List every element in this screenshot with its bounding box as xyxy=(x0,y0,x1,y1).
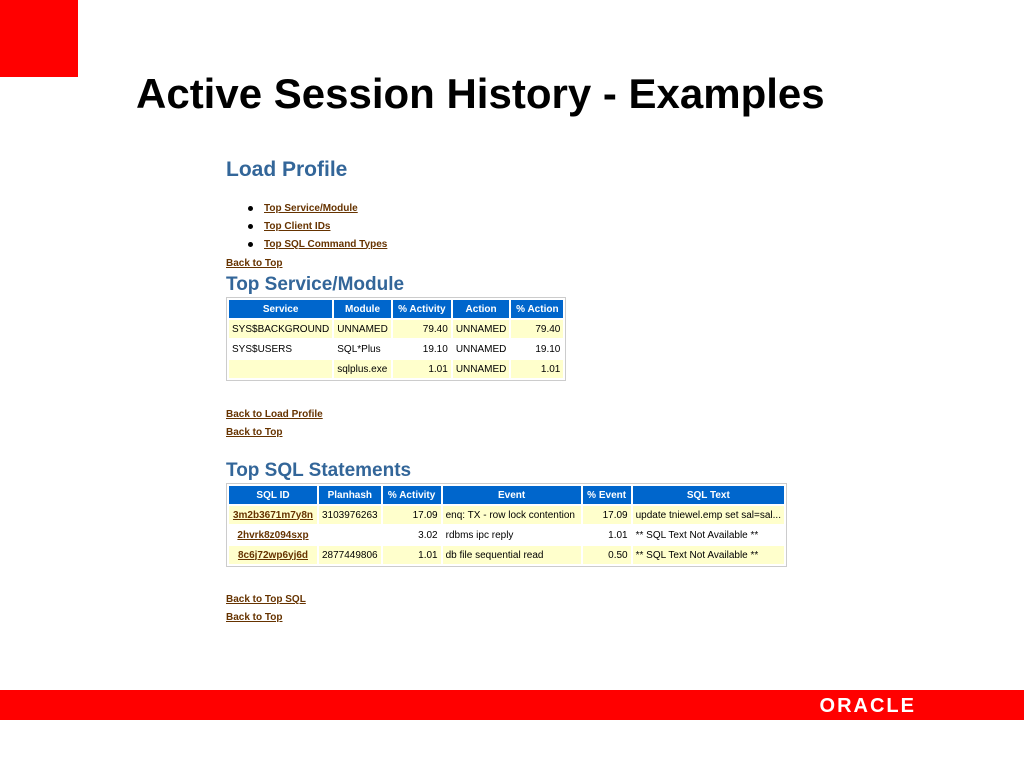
sql-id-link[interactable]: 2hvrk8z094sxp xyxy=(229,526,317,544)
table-cell: 19.10 xyxy=(511,340,563,358)
table-header-row xyxy=(229,300,563,318)
link-top-service-module[interactable]: Top Service/Module xyxy=(264,202,358,214)
bullet-icon xyxy=(248,206,253,211)
table-cell: ** SQL Text Not Available ** xyxy=(633,526,784,544)
list-item xyxy=(248,235,826,253)
table-cell: UNNAMED xyxy=(453,320,510,338)
bullet-icon xyxy=(248,242,253,247)
load-profile-heading: Load Profile xyxy=(226,158,348,181)
column-header: % Event xyxy=(583,486,631,504)
table-row xyxy=(229,506,784,524)
table-cell: rdbms ipc reply xyxy=(443,526,581,544)
table-cell: UNNAMED xyxy=(453,340,510,358)
table-cell: 1.01 xyxy=(393,360,451,378)
column-header: % Action xyxy=(511,300,563,318)
link-top-sql-command-types[interactable]: Top SQL Command Types xyxy=(264,238,388,250)
back-to-top-link[interactable]: Back to Top xyxy=(226,427,283,438)
table-cell: 19.10 xyxy=(393,340,451,358)
table-cell: sqlplus.exe xyxy=(334,360,391,378)
sql-id-link[interactable]: 3m2b3671m7y8n xyxy=(229,506,317,524)
table-cell: 17.09 xyxy=(583,506,631,524)
table-row xyxy=(229,526,784,544)
top-service-module-table xyxy=(226,297,566,381)
top-sql-statements-table xyxy=(226,483,787,567)
table-cell: update tniewel.emp set sal=sal... xyxy=(633,506,784,524)
back-to-load-profile-link[interactable]: Back to Load Profile xyxy=(226,409,323,420)
table-cell: 79.40 xyxy=(393,320,451,338)
ash-report xyxy=(226,158,826,625)
corner-red-square xyxy=(0,0,78,77)
table-header-row xyxy=(229,486,784,504)
table-cell: 3103976263 xyxy=(319,506,381,524)
back-to-top-sql-link[interactable]: Back to Top SQL xyxy=(226,594,306,605)
table-cell: 1.01 xyxy=(583,526,631,544)
table-cell: 1.01 xyxy=(511,360,563,378)
load-profile-links xyxy=(226,199,826,253)
table-cell: 79.40 xyxy=(511,320,563,338)
table-row xyxy=(229,340,563,358)
link-top-client-ids[interactable]: Top Client IDs xyxy=(264,220,331,232)
sql-id-link[interactable]: 8c6j72wp6yj6d xyxy=(229,546,317,564)
column-header: Action xyxy=(453,300,510,318)
column-header: SQL Text xyxy=(633,486,784,504)
table-cell: 2877449806 xyxy=(319,546,381,564)
column-header: Module xyxy=(334,300,391,318)
back-to-top-link[interactable]: Back to Top xyxy=(226,612,283,623)
column-header: % Activity xyxy=(383,486,441,504)
table-cell: db file sequential read xyxy=(443,546,581,564)
table-cell: SYS$USERS xyxy=(229,340,332,358)
table-cell: SYS$BACKGROUND xyxy=(229,320,332,338)
table-cell: 0.50 xyxy=(583,546,631,564)
table-cell xyxy=(229,360,332,378)
list-item xyxy=(248,199,826,217)
table-row xyxy=(229,546,784,564)
table-cell: SQL*Plus xyxy=(334,340,391,358)
table-row xyxy=(229,360,563,378)
table-cell xyxy=(319,526,381,544)
column-header: % Activity xyxy=(393,300,451,318)
slide-title: Active Session History - Examples xyxy=(136,70,825,117)
list-item xyxy=(248,217,826,235)
table-cell: ** SQL Text Not Available ** xyxy=(633,546,784,564)
table-cell: 17.09 xyxy=(383,506,441,524)
table-cell: enq: TX - row lock contention xyxy=(443,506,581,524)
back-to-top-link[interactable]: Back to Top xyxy=(226,258,283,269)
column-header: Event xyxy=(443,486,581,504)
footer-bar xyxy=(0,690,1024,720)
table-cell: UNNAMED xyxy=(453,360,510,378)
column-header: SQL ID xyxy=(229,486,317,504)
column-header: Service xyxy=(229,300,332,318)
table-cell: 1.01 xyxy=(383,546,441,564)
top-service-module-heading: Top Service/Module xyxy=(226,274,405,295)
table-row xyxy=(229,320,563,338)
column-header: Planhash xyxy=(319,486,381,504)
top-sql-statements-heading: Top SQL Statements xyxy=(226,460,412,481)
table-cell: 3.02 xyxy=(383,526,441,544)
bullet-icon xyxy=(248,224,253,229)
table-cell: UNNAMED xyxy=(334,320,391,338)
oracle-logo: ORACLE xyxy=(819,695,916,717)
